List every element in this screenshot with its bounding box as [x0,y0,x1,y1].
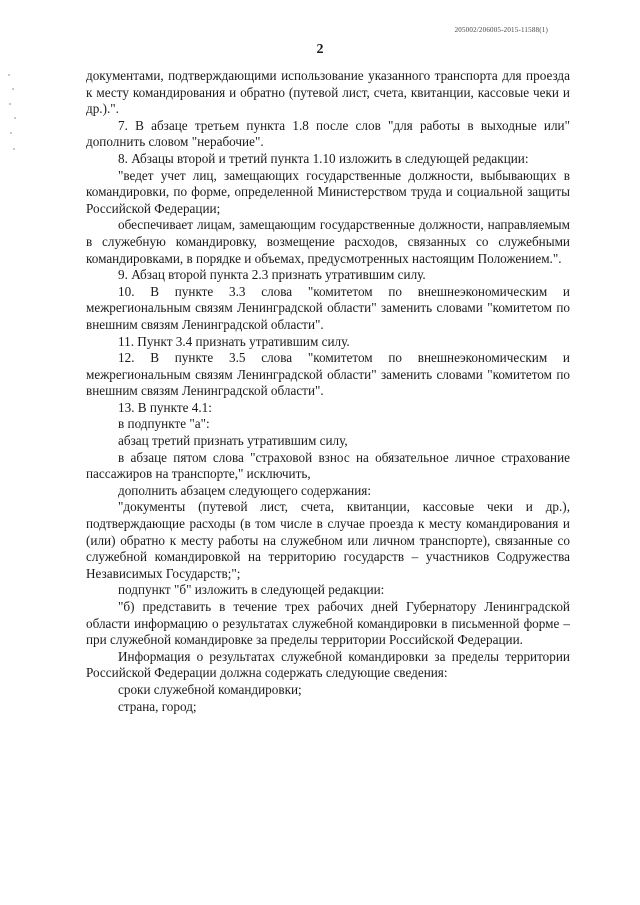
paragraph: обеспечивает лицам, замещающим государственные должности, направляемым в служебную командировку, возмещение расходов, связанных со служебными командировками, в порядке и объемах, предусмотренных настоящим Положением.". [86,217,570,266]
paragraph: Информация о результатах служебной командировки за пределы территории Российской Федерации должна содержать следующие сведения: [86,648,570,681]
paragraph: "б) представить в течение трех рабочих дней Губернатору Ленинградской области информацию о результатах служебной командировки в письменной форме – при служебной командировке за пределы территории Российской Федерации. [86,599,570,648]
paragraph: в подпункте "а": [118,416,210,432]
document-body [86,68,570,715]
paragraph: 11. Пункт 3.4 признать утратившим силу. [118,333,350,349]
paragraph: подпункт "б" изложить в следующей редакции: [118,582,385,598]
paragraph: 8. Абзацы второй и третий пункта 1.10 изложить в следующей редакции: [118,150,529,166]
paragraph: дополнить абзацем следующего содержания: [118,482,372,498]
scan-artifact [6,70,20,160]
paragraph: в абзаце пятом слова "страховой взнос на обязательное личное страхование пассажиров на транспорте," исключить, [86,449,570,482]
page-number: 2 [316,42,324,57]
document-code: 205002/206005-2015-11588(1) [454,26,548,34]
paragraph: 12. В пункте 3.5 слова "комитетом по внешнеэкономическим и межрегиональным связям Ленинградской области" заменить словами "комитетом по внешним связям Ленинградской области". [86,350,570,399]
paragraph: 9. Абзац второй пункта 2.3 признать утратившим силу. [118,267,426,283]
paragraph: "документы (путевой лист, счета, квитанции, кассовые чеки и др.), подтверждающие расходы (в том числе в случае проезда к месту командирования и (или) обратно к месту работы на служебном или личном транспорте), связанные со служебной командировкой на территорию государств – участников Содружества Независимых Государств;"; [86,499,570,581]
paragraph: документами, подтверждающими использование указанного транспорта для проезда к месту командирования и обратно (путевой лист, счета, квитанции, кассовые чеки и др.).". [86,68,570,117]
paragraph: абзац третий признать утратившим силу, [118,433,348,449]
paragraph: "ведет учет лиц, замещающих государственные должности, выбывающих в командировки, по форме, определенной Министерством труда и социальной защиты Российской Федерации; [86,167,570,216]
paragraph: сроки служебной командировки; [118,681,302,697]
paragraph: 7. В абзаце третьем пункта 1.8 после слов "для работы в выходные или" дополнить словом "нерабочие". [86,117,570,150]
paragraph: 10. В пункте 3.3 слова "комитетом по внешнеэкономическим и межрегиональным связям Ленинградской области" заменить словами "комитетом по внешним связям Ленинградской области". [86,283,570,332]
paragraph: 13. В пункте 4.1: [118,399,212,415]
paragraph: страна, город; [118,698,197,714]
